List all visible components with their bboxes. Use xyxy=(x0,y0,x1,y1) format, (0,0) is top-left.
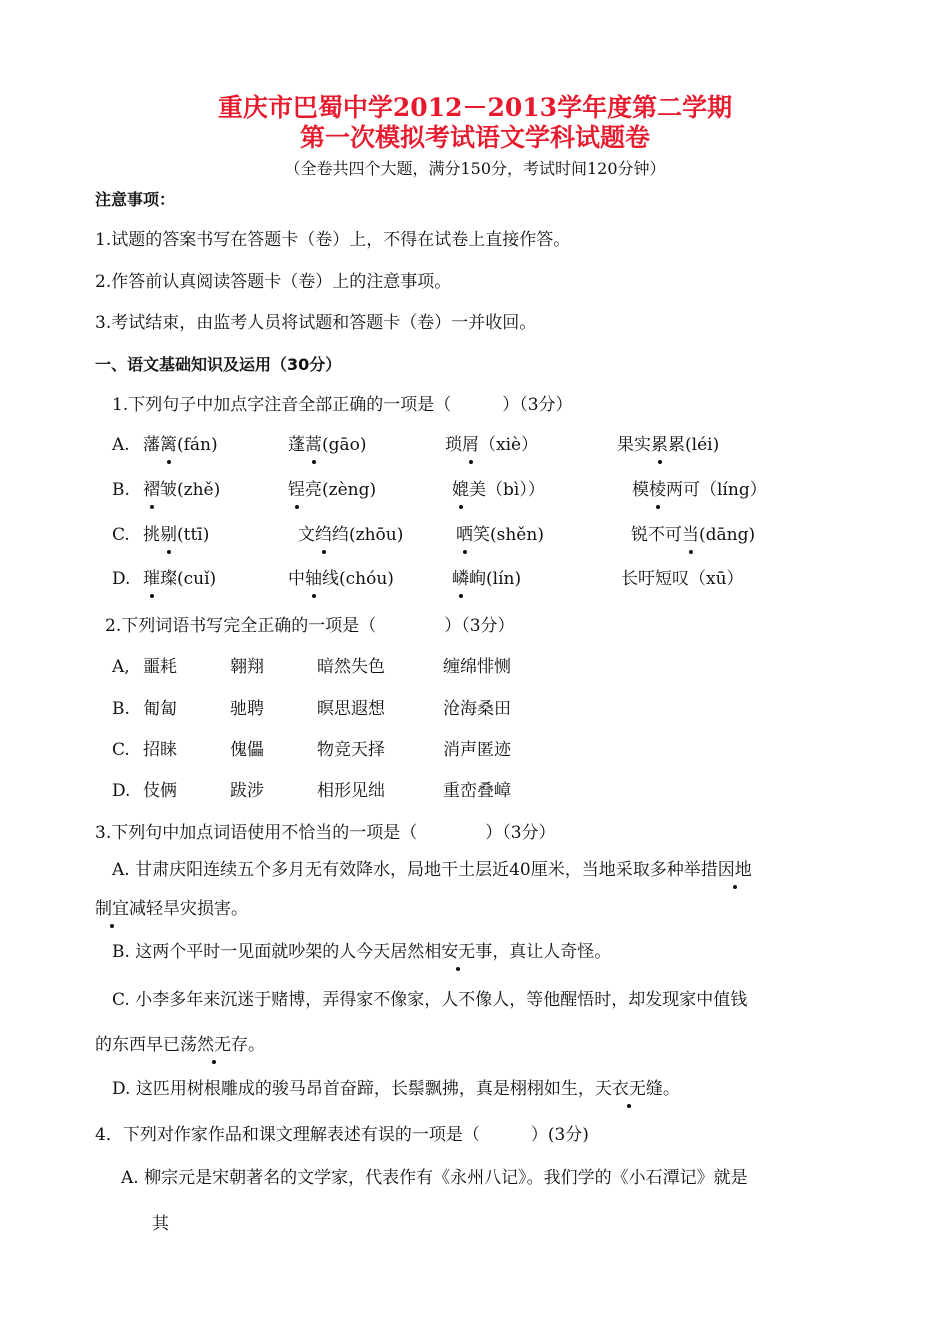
q1-option-a-1: 藩篱(fán) xyxy=(143,435,218,455)
q2-option-b-w2: 驰聘 xyxy=(230,699,264,719)
q2-option-a-w4: 缠绵悱恻 xyxy=(443,657,511,677)
q2-option-c-w2: 傀儡 xyxy=(230,740,264,760)
q2-option-a-label: A, xyxy=(112,657,130,677)
q1-option-d-2: 中轴线(chóu) xyxy=(288,569,394,589)
q1-option-c-2: 文绉绉(zhōu) xyxy=(298,525,404,545)
q1-option-b-2: 锃亮(zèng) xyxy=(288,480,377,500)
q2-option-d-w3: 相形见绌 xyxy=(317,781,385,801)
q2-option-a-w1: 噩耗 xyxy=(143,657,177,677)
q1-option-c-3: 哂笑(shěn) xyxy=(456,525,544,545)
q2-stem: 2.下列词语书写完全正确的一项是（ ）（3分） xyxy=(105,616,515,636)
q2-option-c-w1: 招睐 xyxy=(143,740,177,760)
q1-option-c-label: C. xyxy=(112,525,130,545)
q2-option-d-w2: 跋涉 xyxy=(230,781,264,801)
q3-option-d: D. 这匹用树根雕成的骏马昂首奋蹄，长鬃飘拂，真是栩栩如生，天衣无缝。 xyxy=(112,1079,680,1099)
q2-option-c-label: C. xyxy=(112,740,130,760)
q1-option-b-1: 褶皱(zhě) xyxy=(143,480,221,500)
exam-title-line2: 第一次模拟考试语文学科试题卷 xyxy=(299,123,650,152)
exam-title-line1: 重庆市巴蜀中学2012－2013学年度第二学期 xyxy=(217,93,733,122)
q1-stem: 1.下列句子中加点字注音全部正确的一项是（ ）（3分） xyxy=(112,395,573,415)
q2-option-b-w1: 匍匐 xyxy=(143,699,177,719)
q4-option-a-line1: A. 柳宗元是宋朝著名的文学家，代表作有《永州八记》。我们学的《小石潭记》就是 xyxy=(121,1168,748,1188)
q1-option-d-label: D. xyxy=(112,569,131,589)
q2-option-d-w4: 重峦叠嶂 xyxy=(443,781,511,801)
q2-option-a-w3: 暗然失色 xyxy=(317,657,385,677)
notice-item-1: 1.试题的答案书写在答题卡（卷）上，不得在试卷上直接作答。 xyxy=(95,230,571,250)
q4-stem: 4．下列对作家作品和课文理解表述有误的一项是（ ）(3分) xyxy=(95,1125,589,1145)
q3-option-a-line1: A. 甘肃庆阳连续五个多月无有效降水，局地干土层近40厘米，当地采取多种举措因地 xyxy=(112,860,752,880)
q1-option-b-3: 媲美（bì）） xyxy=(452,480,545,500)
q1-option-a-2: 蓬蒿(gāo) xyxy=(288,435,367,455)
notice-item-2: 2.作答前认真阅读答题卡（卷）上的注意事项。 xyxy=(95,272,452,292)
q1-option-a-3: 琐屑（xiè） xyxy=(445,435,539,455)
q3-option-a-line2: 制宜减轻旱灾损害。 xyxy=(95,899,248,919)
q3-option-b: B. 这两个平时一见面就吵架的人今天居然相安无事，真让人奇怪。 xyxy=(112,942,612,962)
q1-option-d-4: 长吁短叹（xū） xyxy=(621,569,744,589)
q1-option-d-3: 嶙峋(lín) xyxy=(452,569,522,589)
q1-option-d-1: 璀璨(cuǐ) xyxy=(143,569,217,589)
q1-option-b-label: B. xyxy=(112,480,130,500)
q4-option-a-line2: 其 xyxy=(152,1214,169,1234)
q1-option-c-1: 挑剔(ttī) xyxy=(143,525,210,545)
q3-stem: 3.下列句中加点词语使用不恰当的一项是（ ）（3分） xyxy=(95,823,556,843)
q3-option-c-line2: 的东西早已荡然无存。 xyxy=(95,1035,265,1055)
q1-option-a-label: A. xyxy=(112,435,130,455)
q2-option-c-w4: 消声匿迹 xyxy=(443,740,511,760)
q2-option-a-w2: 翱翔 xyxy=(230,657,264,677)
q1-option-b-4: 模棱两可（líng） xyxy=(632,480,767,500)
q3-option-c-line1: C. 小李多年来沉迷于赌博，弄得家不像家，人不像人，等他醒悟时，却发现家中值钱 xyxy=(112,990,748,1010)
q2-option-d-label: D. xyxy=(112,781,131,801)
q1-option-a-4: 果实累累(léi) xyxy=(617,435,720,455)
notice-item-3: 3.考试结束，由监考人员将试题和答题卡（卷）一并收回。 xyxy=(95,313,537,333)
q2-option-b-w3: 暝思遐想 xyxy=(317,699,385,719)
notice-heading: 注意事项： xyxy=(95,190,176,209)
q2-option-d-w1: 伎俩 xyxy=(143,781,177,801)
q1-option-c-4: 锐不可当(dāng) xyxy=(631,525,756,545)
section1-heading: 一、语文基础知识及运用（30分） xyxy=(95,355,342,374)
q2-option-b-label: B. xyxy=(112,699,130,719)
exam-subtitle: （全卷共四个大题，满分150分，考试时间120分钟） xyxy=(284,159,666,178)
q2-option-c-w3: 物竞天择 xyxy=(317,740,385,760)
q2-option-b-w4: 沧海桑田 xyxy=(443,699,511,719)
